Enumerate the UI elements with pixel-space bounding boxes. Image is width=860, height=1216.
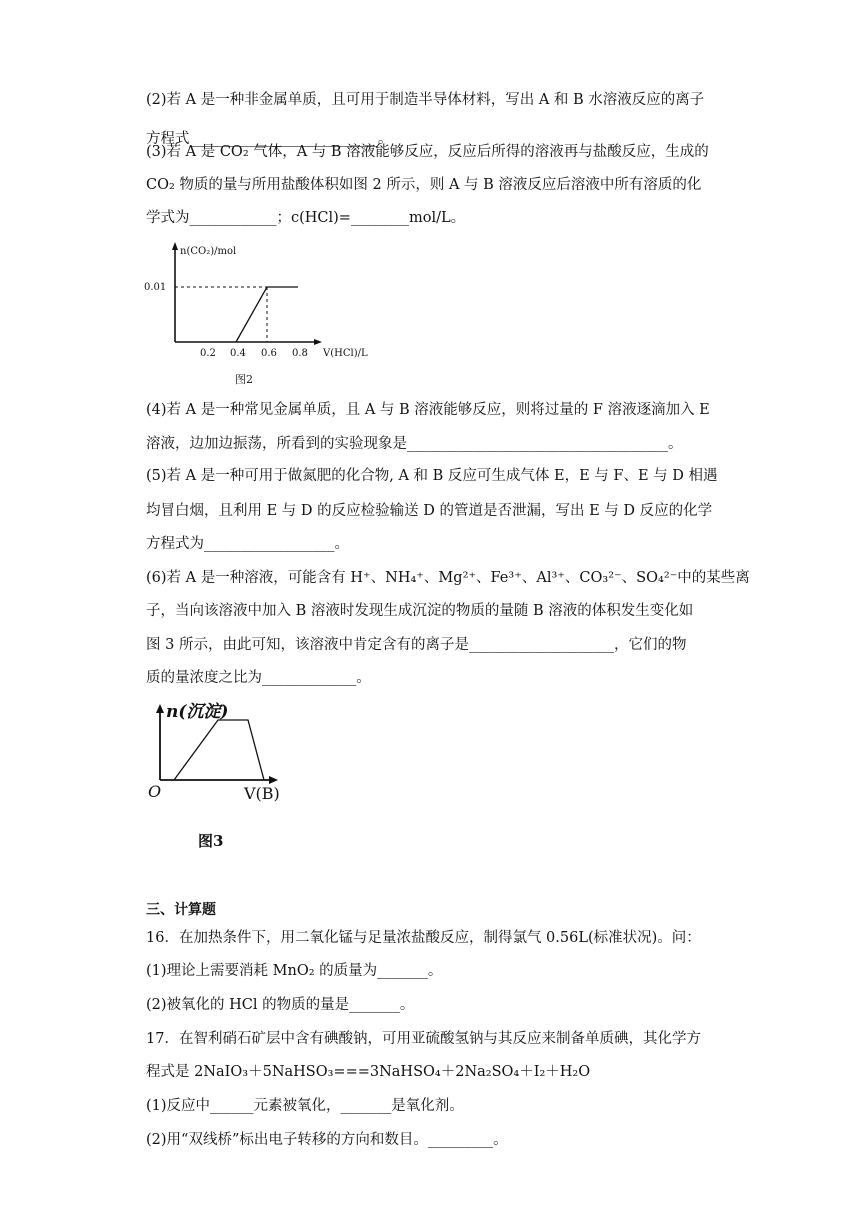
fig3-x-arrow-icon: [269, 776, 278, 784]
q16-part1: (1)理论上需要消耗 MnO₂ 的质量为_______。: [146, 963, 443, 979]
fig3-x-label: V(B): [244, 784, 280, 803]
q15-part4-line2: 溶液，边加边振荡，所看到的实验现象是____________________________________。: [146, 436, 683, 452]
q16-stem: 16．在加热条件下，用二氧化锰与足量浓盐酸反应，制得氯气 0.56L(标准状况)。问：: [146, 930, 701, 946]
q15-part5-line1: (5)若 A 是一种可用于做氮肥的化合物, A 和 B 反应可生成气体 E，E 与 F、E 与 D 相遇: [146, 468, 718, 484]
fig2-x-tick: 0.8: [292, 348, 308, 359]
fig3-caption: 图3: [198, 832, 224, 850]
q17-part1: (1)反应中______元素被氧化，_______是氧化剂。: [146, 1098, 464, 1114]
fig2-x-tick: 0.2: [200, 348, 216, 359]
q15-part5-line2: 均冒白烟，且利用 E 与 D 的反应检验输送 D 的管道是否泄漏，写出 E 与 D 反应的化学: [146, 503, 713, 519]
fig2-x-arrow-icon: [314, 339, 322, 345]
q15-part4-line1: (4)若 A 是一种常见金属单质，且 A 与 B 溶液能够反应，则将过量的 F 溶液逐滴加入 E: [146, 402, 710, 418]
fig3-data-line: [174, 720, 264, 780]
fig2-x-label: V(HCl)/L: [323, 348, 368, 359]
figure-3-graph: [140, 696, 300, 856]
fig2-x-tick: 0.6: [261, 348, 277, 359]
section-heading: 三、计算题: [146, 902, 216, 918]
fig2-y-label: n(CO₂)/mol: [180, 246, 237, 257]
q17-stem-line1: 17．在智利硝石矿层中含有碘酸钠，可用亚硫酸氢钠与其反应来制备单质碘，其化学方: [146, 1031, 701, 1047]
q15-part3-line3: 学式为____________；c(HCl)=________mol/L。: [146, 210, 466, 226]
fig3-y-label: n(沉淀): [166, 702, 229, 722]
fig2-caption: 图2: [235, 373, 253, 386]
q15-part5-line3: 方程式为__________________。: [146, 536, 349, 552]
q15-part3-line2: CO₂ 物质的量与所用盐酸体积如图 2 所示，则 A 与 B 溶液反应后溶液中所有溶质的化: [146, 177, 702, 193]
q15-part2-line2: 方程式__________________________。: [146, 131, 393, 147]
q17-part2: (2)用“双线桥”标出电子转移的方向和数目。_________。: [146, 1132, 508, 1148]
q15-part6-line4: 质的量浓度之比为_____________。: [146, 670, 371, 686]
fig2-x-tick: 0.4: [230, 348, 246, 359]
q15-part2-line1: (2)若 A 是一种非金属单质，且可用于制造半导体材料，写出 A 和 B 水溶液反应的离子: [146, 92, 705, 108]
fig3-y-arrow-icon: [156, 704, 164, 713]
q16-part2: (2)被氧化的 HCl 的物质的量是_______。: [146, 997, 415, 1013]
fig2-y-arrow-icon: [172, 242, 178, 250]
q17-equation-line: 程式是 2NaIO₃＋5NaHSO₃===3NaHSO₄＋2Na₂SO₄＋I₂＋H₂O: [146, 1064, 591, 1080]
q15-part3-line1: (3)若 A 是 CO₂ 气体，A 与 B 溶液能够反应，反应后所得的溶液再与盐酸反应，生成的: [146, 144, 709, 160]
fig3-origin: O: [148, 782, 162, 801]
fig2-y-tick: 0.01: [144, 282, 167, 293]
figure-2-graph: [140, 240, 380, 390]
q15-part6-line3: 图 3 所示，由此可知，该溶液中肯定含有的离子是____________________，它们的物: [146, 637, 687, 653]
q15-part6-line1: (6)若 A 是一种溶液，可能含有 H⁺、NH₄⁺、Mg²⁺、Fe³⁺、Al³⁺、CO₃²⁻、SO₄²⁻中的某些离: [146, 570, 750, 586]
q15-part6-line2: 子，当向该溶液中加入 B 溶液时发现生成沉淀的物质的量随 B 溶液的体积发生变化如: [146, 603, 694, 619]
